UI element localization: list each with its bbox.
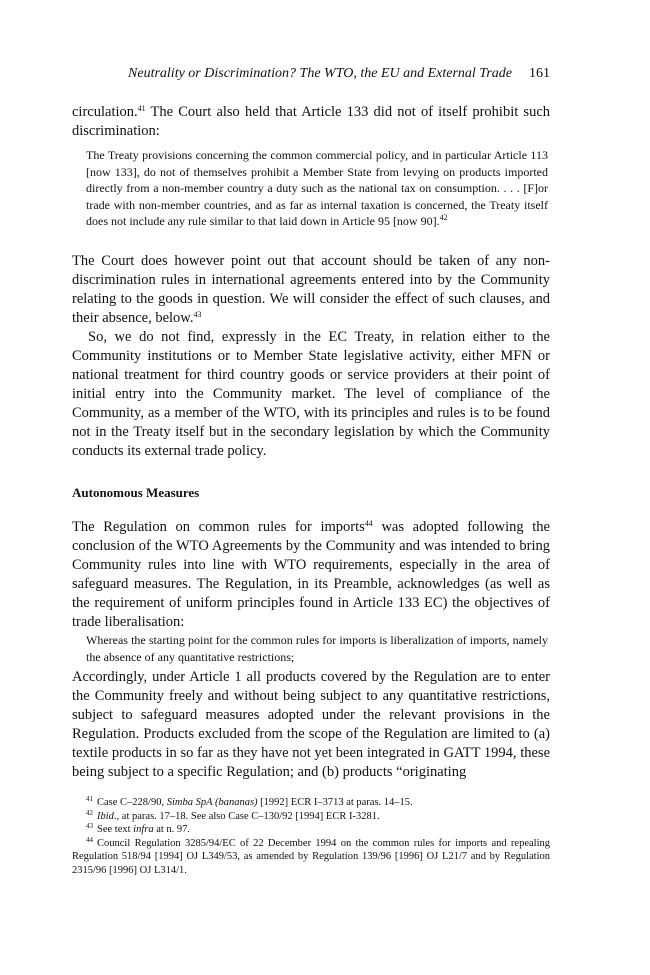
- footnote-number: 42: [86, 808, 93, 817]
- footnote-text: See text: [97, 824, 134, 835]
- running-head-title: Neutrality or Discrimination? The WTO, the EU and External Trade: [128, 66, 512, 81]
- paragraph-text: was adopted following the conclusion of the WTO Agreements by the Community and was intended to bring Community rules into line with WTO requirements, especially in the area of safeguard measures. The Regulation, in its Preamble, acknowledges (as well as the requirement of uniform principles found in Article 133 EC) the objectives of trade liberalisation:: [72, 519, 550, 630]
- quote-text: Whereas the starting point for the common rules for imports is liberalization of imports, namely the absence of any quantitative restrictions;: [86, 633, 548, 664]
- footnotes: [72, 796, 550, 877]
- footnote-44: [72, 837, 550, 878]
- footnote-text: Case C–228/90,: [97, 797, 167, 808]
- footnote-number: 41: [86, 795, 93, 803]
- paragraph-text: The Court also held that Article 133 did not of itself prohibit such discrimination:: [72, 104, 550, 139]
- block-quote-preamble: [86, 632, 548, 665]
- footnote-ref-42[interactable]: 42: [439, 213, 448, 222]
- footnote-42: [72, 810, 550, 824]
- footnote-ibid: Ibid: [97, 810, 114, 822]
- page-number: 161: [529, 66, 550, 81]
- paragraph-text: The Regulation on common rules for imports: [72, 519, 365, 535]
- paragraph-court-non-discrimination: [72, 252, 550, 461]
- running-head: [72, 66, 550, 86]
- footnote-text: Council Regulation 3285/94/EC of 22 December 1994 on the common rules for imports and repealing Regulation 518/94 [1994] OJ L349/53, as amended by Regulation 139/96 [1996] OJ L21/7 and by Regulation 2315/96 [1996] OJ L314/1.: [72, 837, 550, 876]
- paragraph-ec-treaty: So, we do not find, expressly in the EC Treaty, in relation either to the Community institutions or to Member State legislative activity, either MFN or national treatment for third country goods or service providers at their point of initial entry into the Community market. The level of compliance of the Community, as a member of the WTO, with its principles and rules is to be found not in the Treaty itself but in the secondary legislation by which the Community conducts its external trade policy.: [72, 329, 550, 459]
- paragraph-text: circulation.: [72, 104, 138, 120]
- footnote-43: [72, 823, 550, 837]
- paragraph-circulation: [72, 103, 550, 141]
- footnote-text: ., at paras. 17–18. See also Case C–130/92 [1994] ECR I-3281.: [113, 810, 380, 822]
- footnote-ref-41[interactable]: 41: [137, 104, 146, 113]
- paragraph-text: Accordingly, under Article 1 all products covered by the Regulation are to enter the Community freely and without being subject to any quantitative restrictions, subject to safeguard measures adopted under the relevant provisions in the Regulation. Products excluded from the scope of the Regulation are limited to (a) textile products in so far as they have not yet been integrated in GATT 1994, these being subject to a specific Regulation; and (b) products “originating: [72, 669, 550, 780]
- block-quote-treaty: [86, 147, 548, 230]
- quote-text: The Treaty provisions concerning the common commercial policy, and in particular Article 113 [now 133], do not of themselves prohibit a Member State from levying on products imported directly from a non-member country a duty such as the national tax on consumption. . . . [F]or trade with non-member countries, and as far as internal taxation is concerned, the Treaty itself does not include any rule similar to that laid down in Article 95 [now 90].: [86, 148, 548, 228]
- footnote-case-name: Simba SpA (bananas): [166, 797, 258, 808]
- footnote-infra: infra: [133, 824, 154, 835]
- section-heading: Autonomous Measures: [72, 485, 200, 500]
- footnote-text: at n. 97.: [153, 824, 191, 835]
- footnote-41: [72, 796, 550, 810]
- paragraph-accordingly: [72, 668, 550, 782]
- footnote-number: 44: [86, 835, 93, 844]
- footnote-ref-43[interactable]: 43: [193, 310, 202, 319]
- paragraph-text: The Court does however point out that account should be taken of any non-discrimination rules in international agreements entered into by the Community relating to the goods in question. We will consider the effect of such clauses, and their absence, below.: [72, 253, 550, 326]
- paragraph-regulation: [72, 518, 550, 632]
- footnote-text: [1992] ECR I–3713 at paras. 14–15.: [257, 797, 413, 808]
- footnote-number: 43: [86, 822, 93, 830]
- footnote-ref-44[interactable]: 44: [364, 519, 373, 528]
